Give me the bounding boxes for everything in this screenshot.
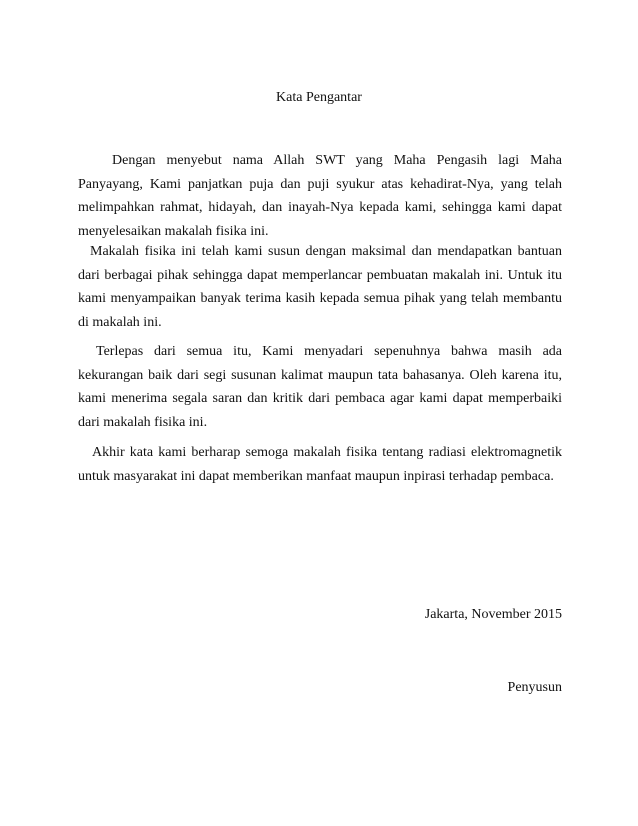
paragraph-closing: Akhir kata kami berharap semoga makalah fisika tentang radiasi elektromagnetik untuk masyarakat ini dapat memberikan manfaat maupun inpirasi terhadap pembaca. (78, 445, 562, 484)
paragraph-acknowledgement: Makalah fisika ini telah kami susun dengan maksimal dan mendapatkan bantuan dari berbagai pihak sehingga dapat memperlancar pembuatan makalah ini. Untuk itu kami menyampaikan banyak terima kasih kepada semua pihak yang telah membantu di makalah ini. (78, 244, 562, 330)
paragraph-shortcomings: Terlepas dari semua itu, Kami menyadari sepenuhnya bahwa masih ada kekurangan baik dari segi susunan kalimat maupun tata bahasanya. Oleh karena itu, kami menerima segala saran dan kritik dari pembaca agar kami dapat memperbaiki dari makalah fisika ini. (78, 344, 562, 430)
document-title: Kata Pengantar (276, 90, 362, 105)
place-and-date: Jakarta, November 2015 (424, 607, 562, 622)
author-signature: Penyusun (507, 680, 562, 695)
paragraph-opening: Dengan menyebut nama Allah SWT yang Maha Pengasih lagi Maha Panyayang, Kami panjatkan puja dan puji syukur atas kehadirat-Nya, yang telah melimpahkan rahmat, hidayah, dan inayah-Nya kepada kami, sehingga kami dapat menyelesaikan makalah fisika ini. (78, 153, 562, 239)
